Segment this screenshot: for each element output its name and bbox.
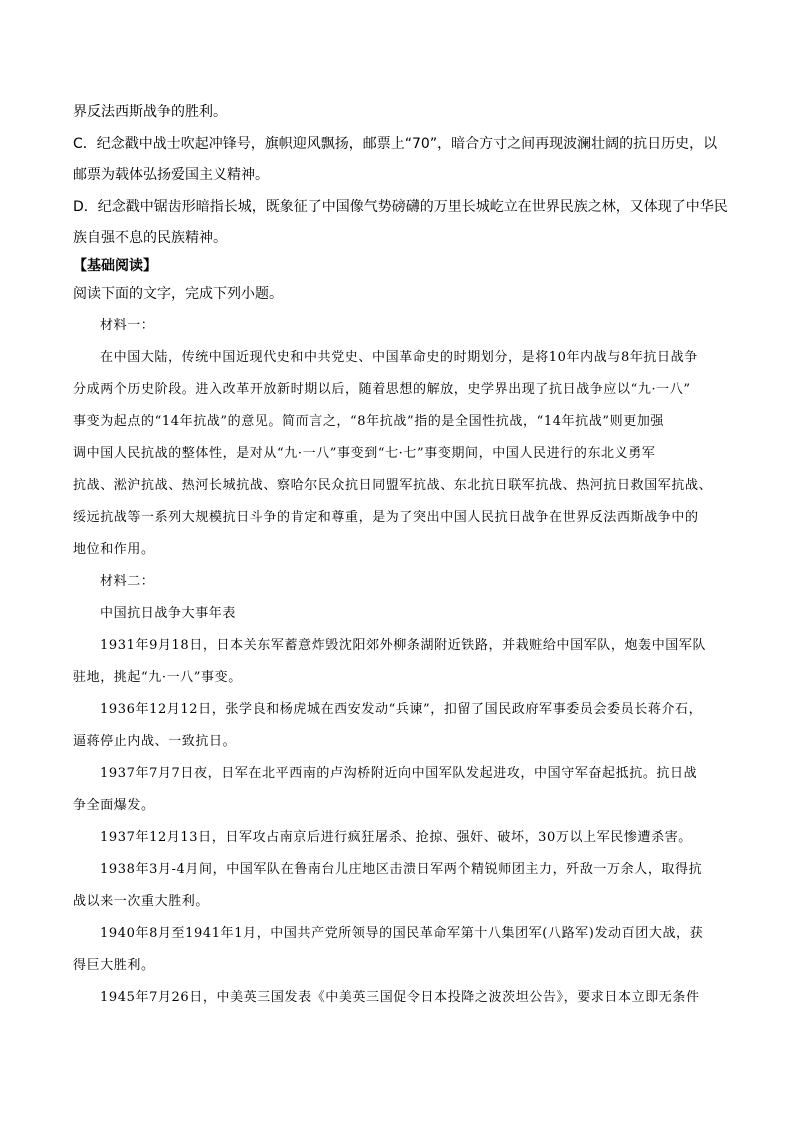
chronology-event-line: 1937年12月13日，日军攻占南京后进行疯狂屠杀、抢掠、强奸、破坏，30万以上军民惨遭杀害。 (100, 830, 692, 845)
chronology-event-line: 1940年8月至1941年1月，中国共产党所领导的国民革命军第十八集团军(八路军)发动百团大战，获 (100, 926, 704, 941)
option-d-line: D．纪念戳中锯齿形暗指长城，既象征了中国像气势磅礴的万里长城屹立在世界民族之林，又体现了中华民 (73, 199, 728, 215)
option-c-line: 邮票为载体弘扬爱国主义精神。 (73, 167, 269, 183)
chronology-event-line: 1938年3月-4月间，中国军队在鲁南台儿庄地区击溃日军两个精锐师团主力，歼敌一万余人，取得抗 (100, 862, 703, 877)
chronology-event-line: 驻地，挑起“九·一八”事变。 (73, 670, 242, 685)
material-one-line: 抗战、淞沪抗战、热河长城抗战、察哈尔民众抗日同盟军抗战、东北抗日联军抗战、热河抗日救国军抗战、 (73, 478, 713, 493)
section-heading: 【基础阅读】 (73, 258, 157, 274)
material-one-line: 分成两个历史阶段。进入改革开放新时期以后，随着思想的解放，史学界出现了抗日战争应以“九·一八” (73, 382, 691, 397)
option-c-line: C．纪念戳中战士吹起冲锋号，旗帜迎风飘扬，邮票上“70”，暗合方寸之间再现波澜壮阔的抗日历史，以 (73, 136, 718, 152)
option-b-continuation: 界反法西斯战争的胜利。 (73, 104, 227, 120)
option-d-line: 族自强不息的民族精神。 (73, 230, 227, 246)
chronology-event-line: 战以来一次重大胜利。 (73, 894, 210, 909)
chronology-event-line: 1931年9月18日，日本关东军蓄意炸毁沈阳郊外柳条湖附近铁路，并栽赃给中国军队，炮轰中国军队 (100, 638, 707, 653)
chronology-event-line: 1936年12月12日，张学良和杨虎城在西安发动“兵谏”，扣留了国民政府军事委员会委员长蒋介石， (100, 702, 703, 717)
material-one-line: 绥远抗战等一系列大规模抗日斗争的肯定和尊重，是为了突出中国人民抗日战争在世界反法西斯战争中的 (73, 510, 699, 525)
chronology-event-line: 1945年7月26日，中美英三国发表《中美英三国促令日本投降之波茨坦公告》，要求日本立即无条件 (100, 990, 700, 1005)
material-two-label: 材料二： (100, 574, 155, 589)
chronology-event-line: 逼蒋停止内战、一致抗日。 (73, 734, 237, 749)
material-one-line: 调中国人民抗战的整体性，是对从“九·一八”事变到“七·七”事变期间，中国人民进行的东北义勇军 (73, 446, 656, 461)
material-one-line: 在中国大陆，传统中国近现代史和中共党史、中国革命史的时期划分，是将10年内战与8年抗日战争 (100, 350, 698, 365)
chronology-event-line: 争全面爆发。 (73, 798, 155, 813)
material-one-label: 材料一： (100, 318, 155, 333)
chronology-event-line: 1937年7月7日夜，日军在北平西南的卢沟桥附近向中国军队发起进攻，中国守军奋起抵抗。抗日战 (100, 766, 698, 781)
reading-instruction: 阅读下面的文字，完成下列小题。 (73, 286, 283, 302)
chronology-title: 中国抗日战争大事年表 (100, 606, 237, 621)
chronology-event-line: 得巨大胜利。 (73, 958, 155, 973)
material-one-line: 事变为起点的“14年抗战”的意见。简而言之，“8年抗战”指的是全国性抗战，“14年抗战”则更加强 (73, 414, 665, 429)
material-one-line: 地位和作用。 (73, 542, 155, 557)
